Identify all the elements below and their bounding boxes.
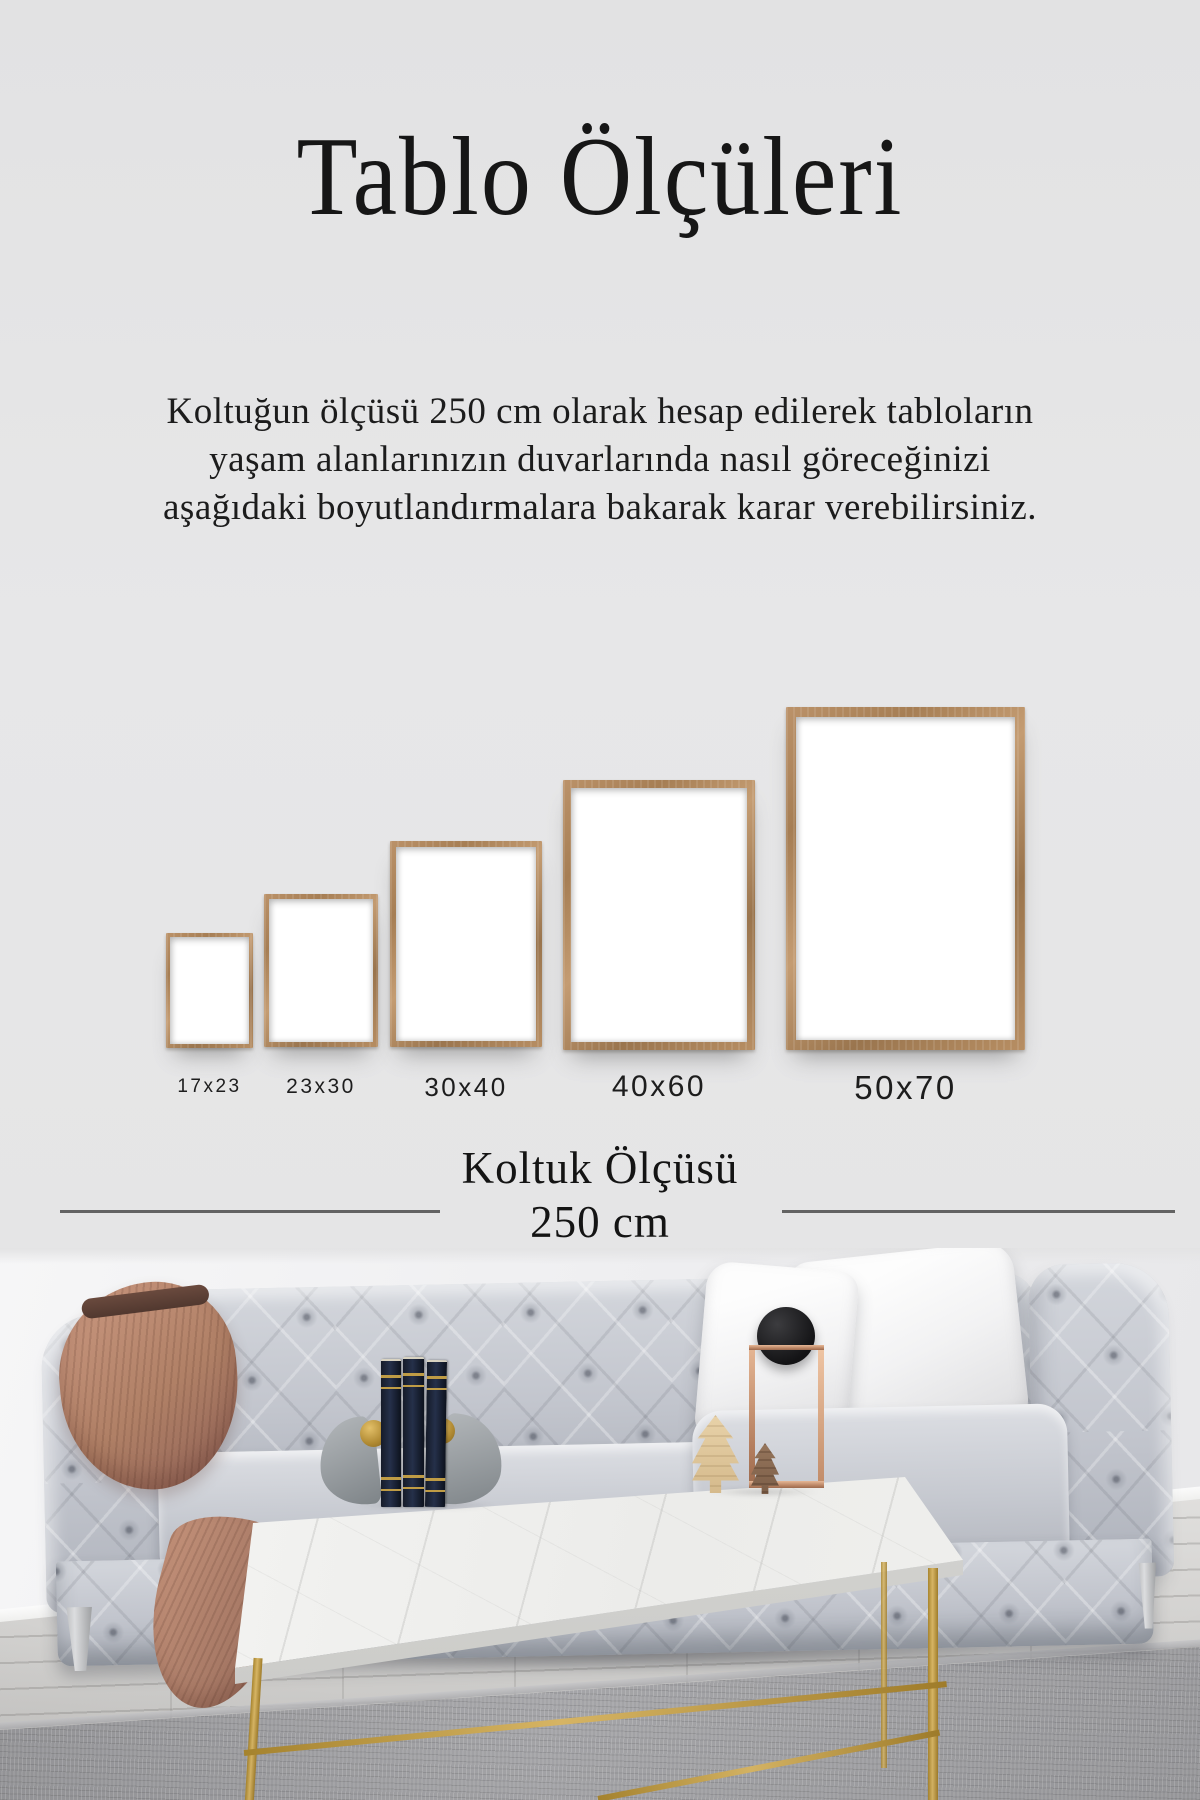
description-line-3: aşağıdaki boyutlandırmalara bakarak karar verebilirsiniz. [163,487,1037,528]
frame-blank-art [170,937,249,1044]
measure-line-right [782,1210,1175,1213]
sofa-measure-title: Koltuk Ölçüsü [461,1143,739,1193]
frame-blank-art [571,788,747,1042]
frame-40x60 [563,780,755,1050]
sofa-measure-value: 250 cm [530,1197,670,1247]
description-line-1: Koltuğun ölçüsü 250 cm olarak hesap edilerek tabloların [166,391,1034,432]
frame-size-label: 23x30 [286,1075,356,1098]
frame-50x70 [786,707,1025,1050]
frame-blank-art [269,899,373,1042]
frame-blank-art [796,717,1015,1040]
frame-size-label: 17x23 [177,1076,242,1097]
measure-line-left [60,1210,440,1213]
photo-vignette [0,1248,1200,1800]
frame-17x23 [166,933,253,1048]
living-room-photo [0,1248,1200,1800]
frame-size-label: 50x70 [854,1069,957,1106]
frame-23x30 [264,894,378,1047]
frame-30x40 [390,841,542,1047]
frame-blank-art [396,847,536,1041]
page-title: Tablo Ölçüleri [296,114,904,239]
description-line-2: yaşam alanlarınızın duvarlarında nasıl göreceğinizi [209,439,991,480]
frame-size-label: 40x60 [611,1070,707,1103]
frame-size-label: 30x40 [424,1072,508,1102]
